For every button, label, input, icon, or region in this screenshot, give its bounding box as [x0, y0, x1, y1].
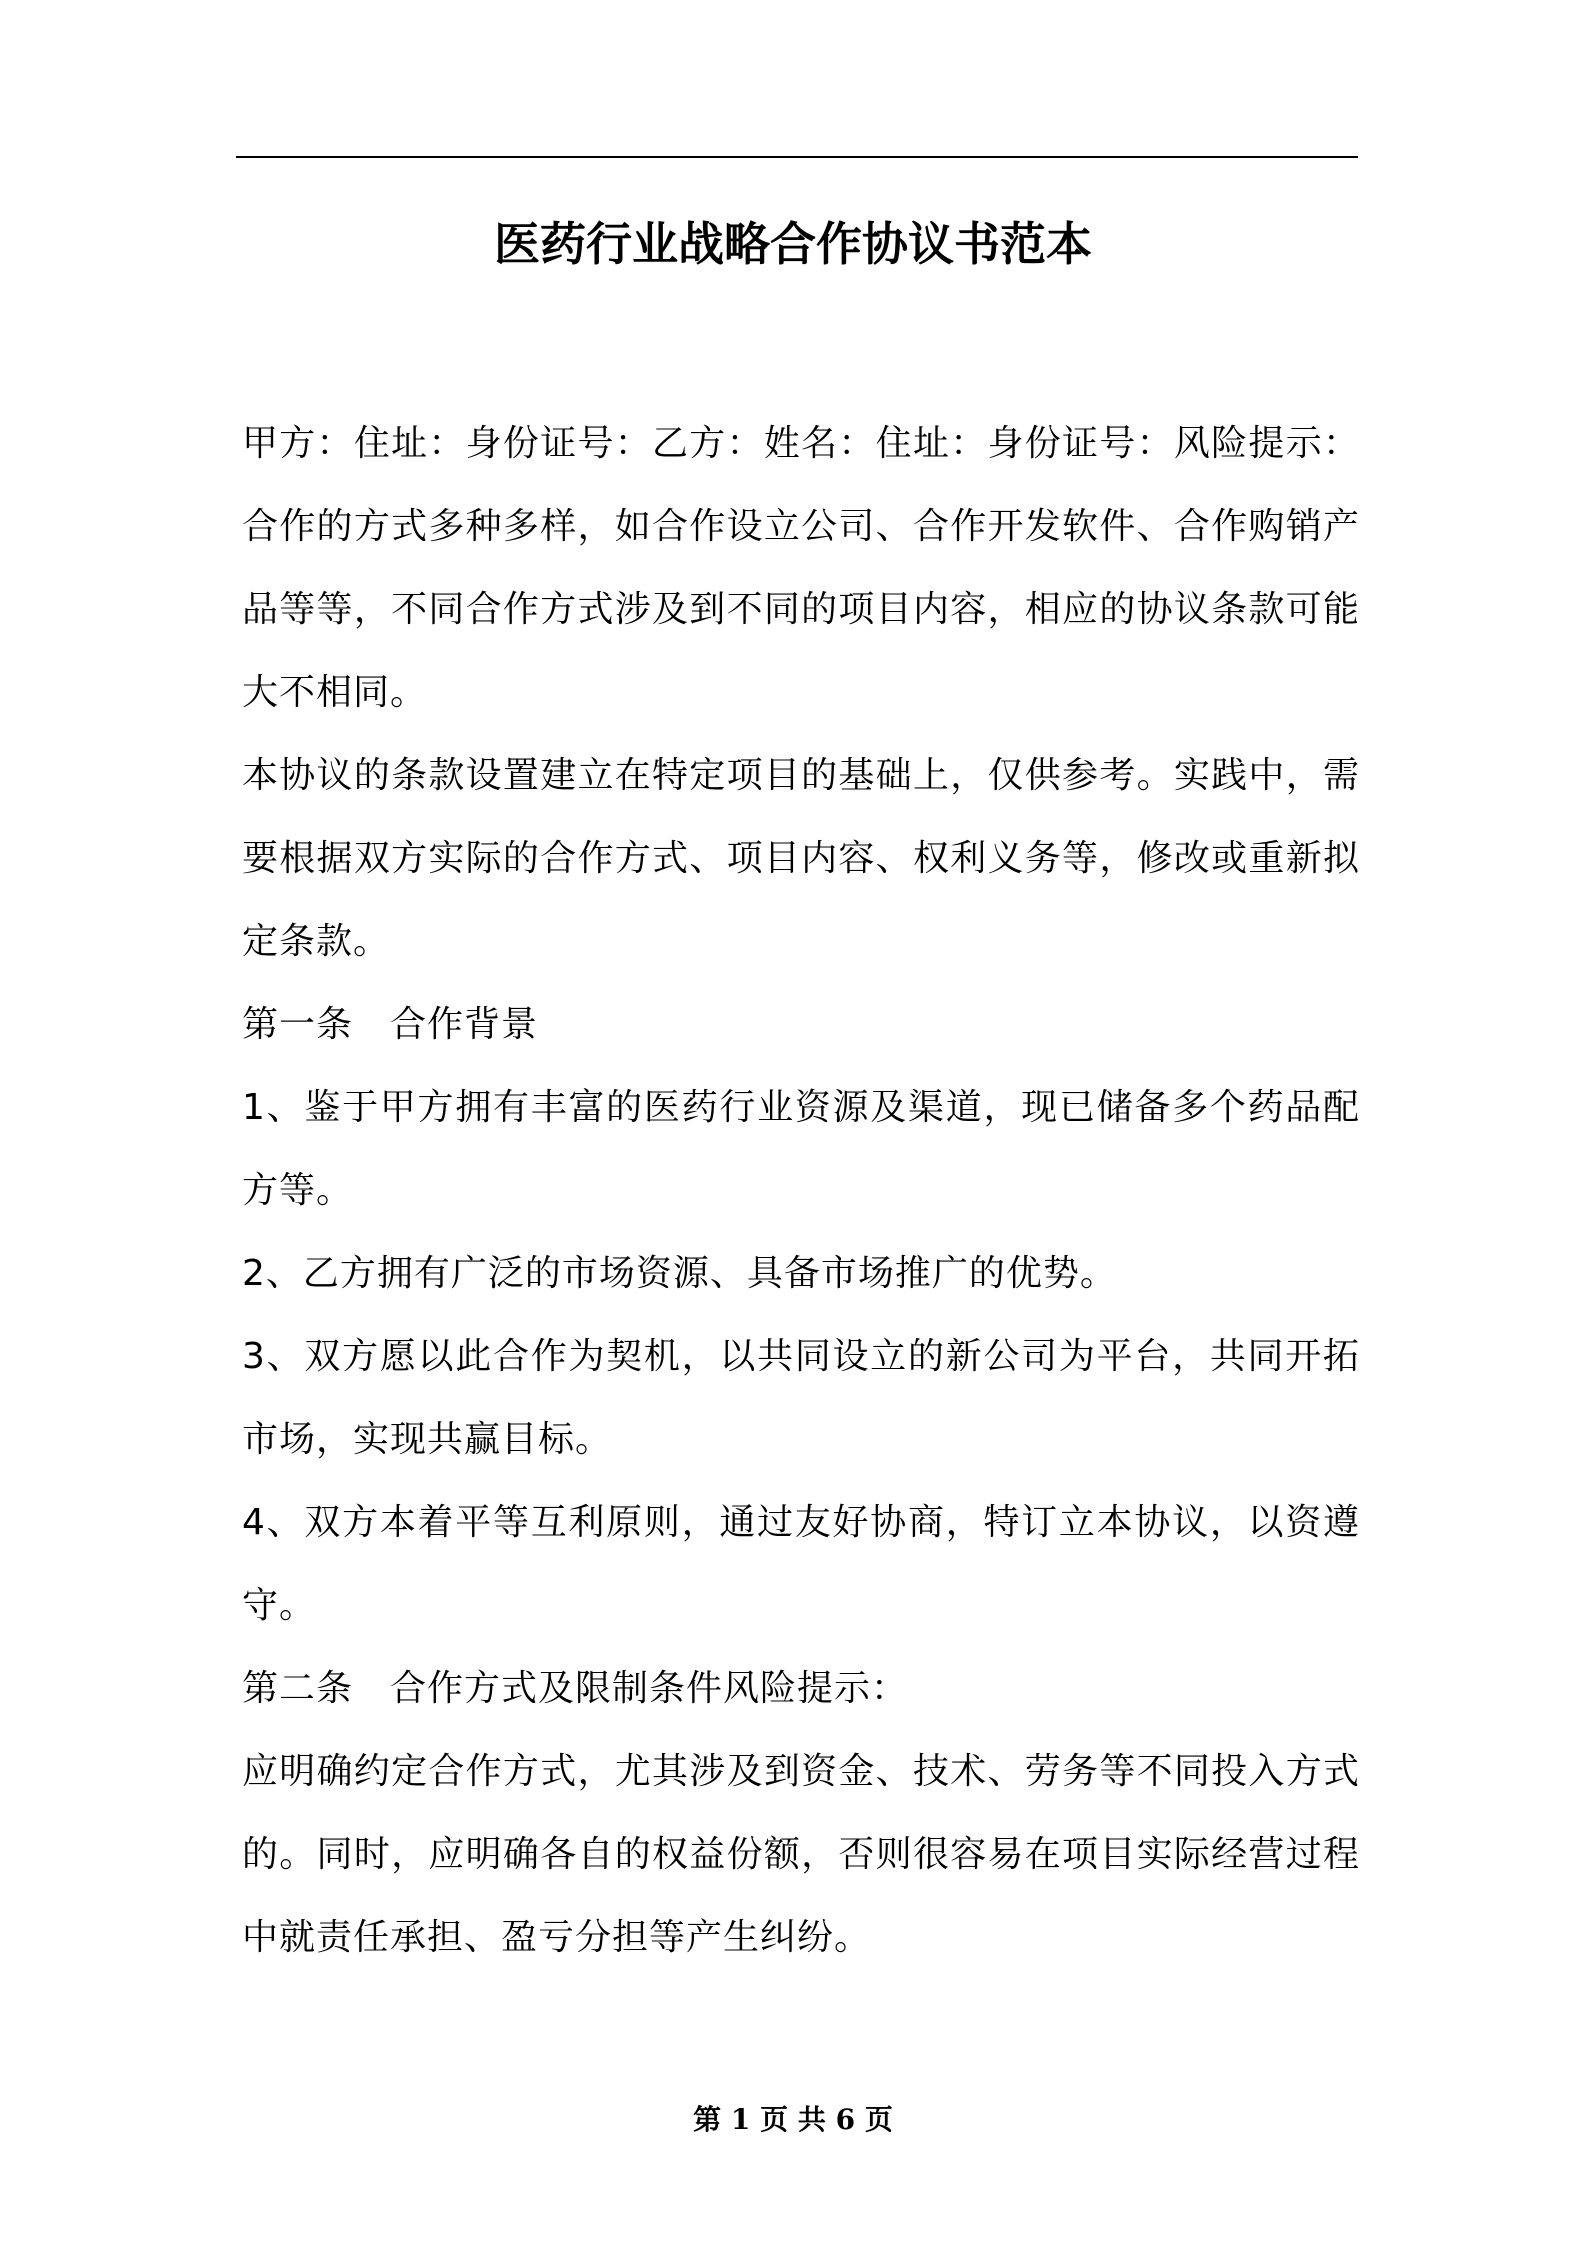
header-rule: [236, 156, 1358, 158]
article-1-item-4: 4、双方本着平等互利原则，通过友好协商，特订立本协议，以资遵守。: [242, 1502, 1360, 1626]
article-2-heading: 第二条 合作方式及限制条件风险提示：: [242, 1668, 909, 1709]
article-1-item-3: 3、双方愿以此合作为契机，以共同设立的新公司为平台，共同开拓市场，实现共赢目标。: [242, 1336, 1360, 1460]
article-2-risk-note: 应明确约定合作方式，尤其涉及到资金、技术、劳务等不同投入方式的。同时，应明确各自的权益份额，否则很容易在项目实际经营过程中就责任承担、盈亏分担等产生纠纷。: [242, 1751, 1360, 1958]
article-1-item-1: 1、鉴于甲方拥有丰富的医药行业资源及渠道，现已储备多个药品配方等。: [242, 1087, 1360, 1211]
article-1-heading: 第一条 合作背景: [242, 1004, 539, 1045]
document-title: 医药行业战略合作协议书范本: [494, 217, 1092, 271]
document-body: [242, 402, 1360, 1979]
article-1-item-2: 2、乙方拥有广泛的市场资源、具备市场推广的优势。: [242, 1253, 1117, 1294]
paragraph-party-info-risk-note: 甲方：住址：身份证号：乙方：姓名：住址：身份证号：风险提示：合作的方式多种多样，如合作设立公司、合作开发软件、合作购销产品等等，不同合作方式涉及到不同的项目内容，相应的协议条款可能大不相同。: [242, 423, 1360, 713]
page-number-footer: 第 1 页 共 6 页: [693, 2103, 893, 2136]
paragraph-reference-note: 本协议的条款设置建立在特定项目的基础上，仅供参考。实践中，需要根据双方实际的合作方式、项目内容、权利义务等，修改或重新拟定条款。: [242, 755, 1360, 962]
